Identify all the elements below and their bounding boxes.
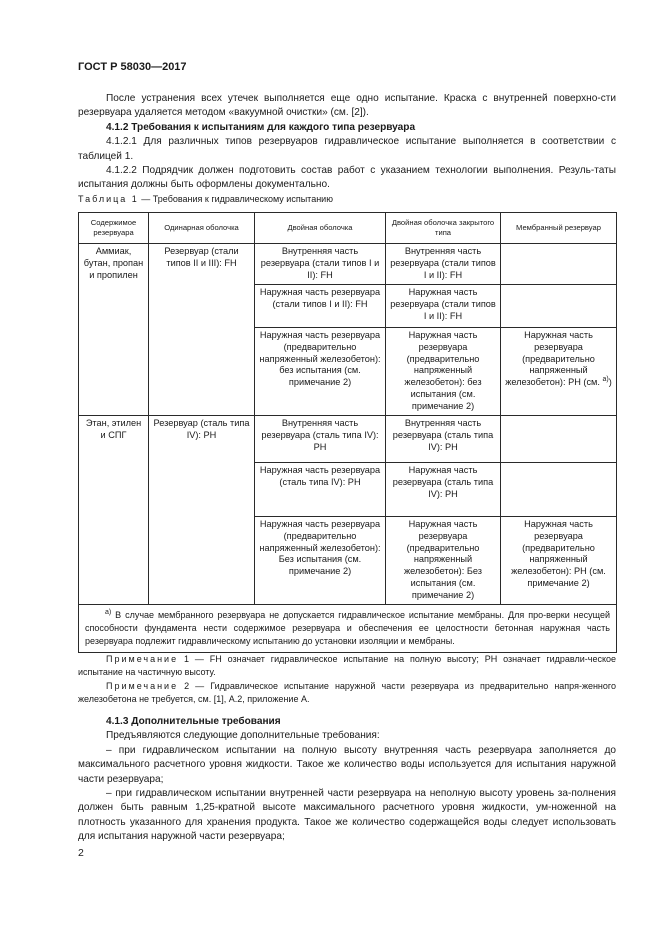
table-footnote bbox=[79, 604, 617, 652]
header-closed-double-shell: Двойная оболочка закрытого типа bbox=[386, 213, 501, 244]
note-2-label: Примечание bbox=[106, 680, 179, 691]
document-header: ГОСТ Р 58030—2017 bbox=[78, 61, 187, 73]
table-cell: Наружная часть резервуара (предварительно напряженный железобетон): без испытания (см. примечание 2) bbox=[386, 328, 501, 416]
table-row bbox=[79, 244, 617, 285]
table-cell: Наружная часть резервуара (стали типов I и II): FH bbox=[386, 285, 501, 328]
table-cell-single: Резервуар (сталь типа IV): PH bbox=[149, 416, 255, 605]
paragraph: – при гидравлическом испытании внутренней части резервуара на неполную высоту уровень за-полнения должен быть равным 1,25-кратной высоте максимального расчетного уровня жидкости, ум-ноженной на плотность указанного для хранения продукта. Такое же количество содержащейся воды следует использовать для испытания наружной части резервуара; bbox=[78, 788, 616, 843]
table-cell-content: Этан, этилен и СПГ bbox=[79, 416, 149, 605]
page-number: 2 bbox=[78, 847, 84, 859]
membrane-text-tail: ) bbox=[608, 377, 612, 388]
table-cell: Наружная часть резервуара (предварительно напряженный железобетон): Без испытания (см. примечание 2) bbox=[255, 517, 386, 605]
note-1 bbox=[78, 653, 616, 680]
note-1-label: Примечание bbox=[106, 654, 179, 664]
table-cell-empty bbox=[501, 244, 617, 285]
paragraph: Предъявляются следующие дополнительные требования: bbox=[106, 730, 380, 742]
table-cell: Внутренняя часть резервуара (стали типов I и II): FH bbox=[386, 244, 501, 285]
note-2 bbox=[78, 680, 616, 707]
section-heading-4-1-3: 4.1.3 Дополнительные требования bbox=[106, 716, 281, 727]
table-cell-content: Аммиак, бутан, пропан и пропилен bbox=[79, 244, 149, 416]
table-cell-empty bbox=[501, 285, 617, 328]
membrane-text: Наружная часть резервуара (предварительно напряженный железобетон): PH (см. bbox=[505, 330, 603, 388]
table-cell: Наружная часть резервуара (предварительно напряженный железобетон): без испытания (см. примечание 2) bbox=[255, 328, 386, 416]
table-cell: Внутренняя часть резервуара (стали типов I и II): FH bbox=[255, 244, 386, 285]
table-cell-empty bbox=[501, 416, 617, 463]
paragraph: – при гидравлическом испытании на полную высоту внутренняя часть резервуара заполняется до максимального расчетного уровня жидкости. Такое же количество воды используется для испытания наружной части резервуара; bbox=[78, 744, 616, 785]
table-cell: Наружная часть резервуара (предварительно напряженный железобетон): Без испытания (см. примечание 2) bbox=[386, 517, 501, 605]
table-caption-number: Таблица 1 bbox=[78, 194, 139, 204]
table-cell: Наружная часть резервуара (предварительно напряженный железобетон): PH (см. примечание 2) bbox=[501, 517, 617, 605]
intro-paragraph: После устранения всех утечек выполняется еще одно испытание. Краска с внутренней поверхно-сти резервуара удаляется методом «вакуумной очистки» (см. [2]). bbox=[78, 93, 616, 119]
section-4-1-3 bbox=[78, 715, 616, 845]
table-header-row bbox=[79, 213, 617, 244]
header-content: Содержимое резервуара bbox=[79, 213, 149, 244]
section-heading-4-1-2: 4.1.2 Требования к испытаниям для каждого типа резервуара bbox=[106, 121, 416, 133]
footnote-ref: а) bbox=[602, 376, 609, 384]
note-1-text: 1 — FH означает гидравлическое испытание на полную высоту; PH означает гидравли-ческое испытание на частичную высоту. bbox=[78, 654, 616, 678]
note-2-text: 2 — Гидравлическое испытание наружной части резервуара из предварительно напря-женного железобетона не требуется, см. [1], А.2, приложение А. bbox=[78, 680, 616, 705]
table-cell: Внутренняя часть резервуара (сталь типа IV): PH bbox=[386, 416, 501, 463]
table-row bbox=[79, 416, 617, 463]
table-cell: Наружная часть резервуара (сталь типа IV): PH bbox=[386, 463, 501, 517]
table-notes bbox=[78, 653, 616, 707]
paragraph-4-1-2-2: 4.1.2.2 Подрядчик должен подготовить состав работ с указанием технологии выполнения. Резуль-таты испытания должны быть оформлены документально. bbox=[78, 165, 616, 191]
footnote-mark: а) bbox=[105, 608, 112, 616]
table-cell-single: Резервуар (стали типов II и III): FH bbox=[149, 244, 255, 416]
paragraph-4-1-2-1: 4.1.2.1 Для различных типов резервуаров гидравлическое испытание выполняется в соответствии с таблицей 1. bbox=[78, 136, 616, 162]
header-membrane: Мембранный резервуар bbox=[501, 213, 617, 244]
table-cell-empty bbox=[501, 463, 617, 517]
header-double-shell: Двойная оболочка bbox=[255, 213, 386, 244]
table-cell: Внутренняя часть резервуара (сталь типа IV): PH bbox=[255, 416, 386, 463]
table-footnote-row bbox=[79, 604, 617, 652]
table-cell: Наружная часть резервуара (стали типов I и II): FH bbox=[255, 285, 386, 328]
header-single-shell: Одинарная оболочка bbox=[149, 213, 255, 244]
table-cell-membrane bbox=[501, 328, 617, 416]
table-caption-title: — Требования к гидравлическому испытанию bbox=[138, 194, 333, 204]
table-cell: Наружная часть резервуара (сталь типа IV): PH bbox=[255, 463, 386, 517]
hydraulic-test-table bbox=[78, 212, 617, 653]
table-caption bbox=[78, 194, 333, 204]
footnote-text: В случае мембранного резервуара не допускается гидравлическое испытание мембраны. Для про-верки несущей способности фундамента нести содержимое резервуара и обеспечения ее целостности бетонная наружная часть резервуара подлежит гидравлическому испытанию до установки изоляции и мембраны. bbox=[85, 609, 610, 647]
intro-section bbox=[78, 92, 616, 193]
